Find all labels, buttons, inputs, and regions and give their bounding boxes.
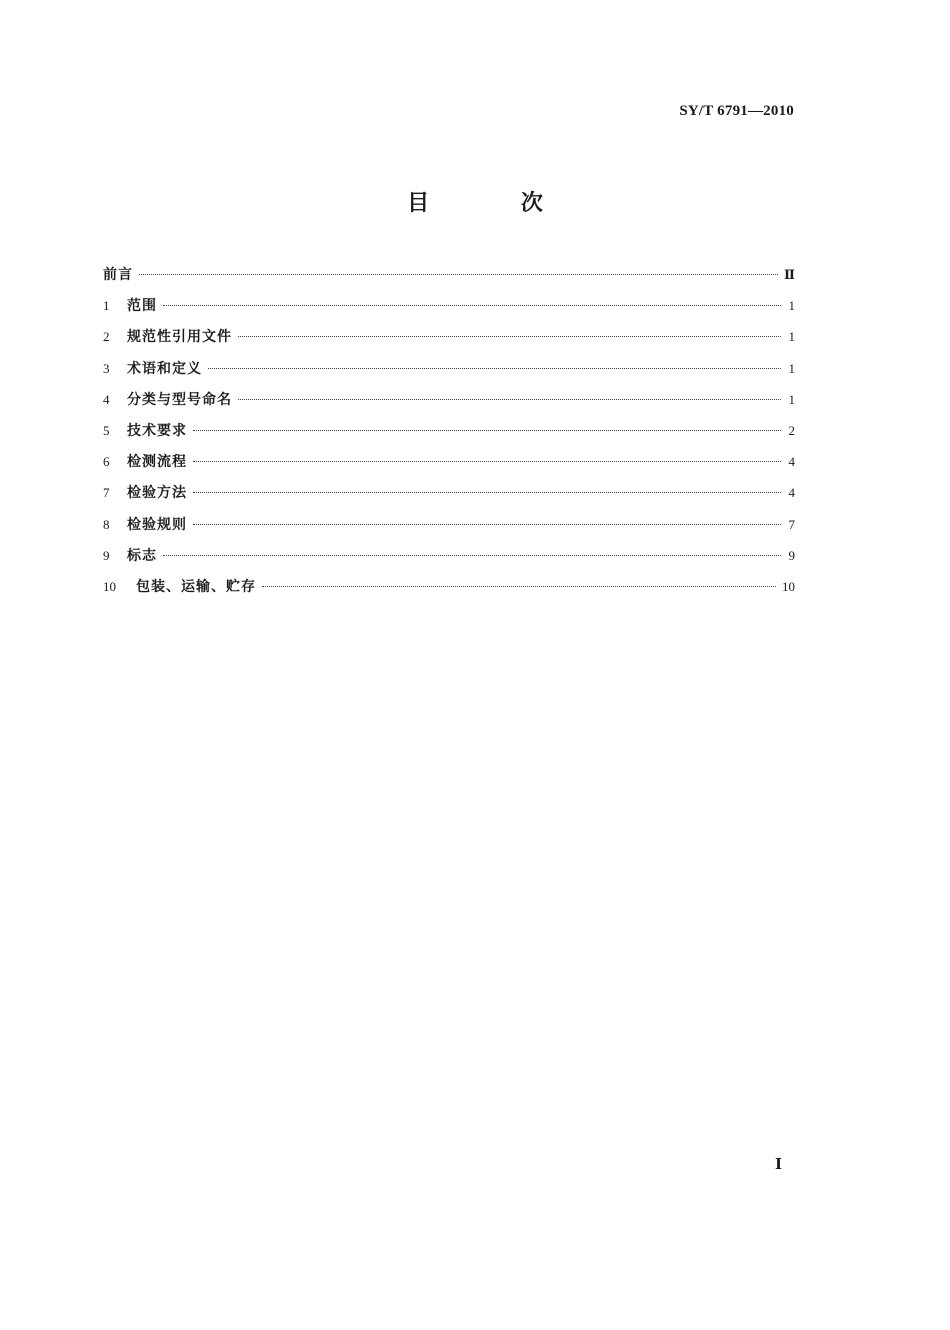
toc-entry-number: 6 (103, 454, 110, 470)
toc-entry-page: 2 (788, 422, 795, 438)
toc-leader-dots (193, 461, 781, 462)
toc-entry-page: Ⅱ (784, 267, 795, 282)
toc-leader-dots (193, 492, 781, 493)
toc-entry-number: 4 (103, 391, 110, 407)
toc-entry-packaging[interactable] (103, 576, 795, 607)
toc-entry-page: 7 (788, 516, 795, 532)
toc-entry-page: 1 (788, 360, 795, 376)
toc-entry-marking[interactable] (103, 545, 795, 576)
page-title: 目 次 (407, 191, 585, 216)
toc-entry-scope[interactable] (103, 295, 795, 326)
toc-entry-technical-requirements[interactable] (103, 420, 795, 451)
toc-entry-terms-definitions[interactable] (103, 358, 795, 389)
toc-entry-inspection-rules[interactable] (103, 514, 795, 545)
toc-leader-dots (163, 555, 781, 556)
toc-entry-number: 1 (103, 298, 110, 314)
toc-entry-number: 2 (103, 329, 110, 345)
toc-entry-preface[interactable] (103, 264, 795, 295)
toc-entry-number: 10 (103, 578, 116, 594)
toc-entry-page: 1 (788, 298, 795, 314)
toc-entry-number: 8 (103, 516, 110, 532)
toc-entry-title: 术语和定义 (127, 360, 202, 377)
toc-leader-dots (193, 524, 781, 525)
toc-entry-title: 包装、运输、贮存 (136, 578, 256, 595)
toc-entry-inspection-methods[interactable] (103, 482, 795, 513)
toc-leader-dots (139, 274, 778, 275)
toc-entry-page: 1 (788, 391, 795, 407)
toc-leader-dots (238, 399, 781, 400)
toc-entry-title: 范围 (127, 298, 157, 315)
toc-entry-title: 检验规则 (127, 516, 187, 533)
toc-leader-dots (238, 336, 781, 337)
toc-entry-title: 分类与型号命名 (127, 391, 232, 408)
toc-leader-dots (193, 430, 781, 431)
toc-leader-dots (163, 305, 781, 306)
toc-entry-page: 4 (788, 454, 795, 470)
toc-entry-detection-process[interactable] (103, 451, 795, 482)
toc-entry-number: 7 (103, 485, 110, 501)
toc-leader-dots (208, 368, 781, 369)
toc-entry-number: 9 (103, 547, 110, 563)
toc-entry-page: 4 (788, 485, 795, 501)
toc-entry-page: 9 (788, 547, 795, 563)
standard-code: SY/T 6791—2010 (679, 103, 794, 119)
toc-leader-dots (262, 586, 776, 587)
toc-entry-title: 技术要求 (127, 422, 187, 439)
table-of-contents (103, 264, 795, 607)
toc-entry-title: 规范性引用文件 (127, 329, 232, 346)
page-number: Ⅰ (775, 1157, 783, 1173)
toc-entry-page: 10 (782, 578, 795, 594)
toc-entry-title: 检测流程 (127, 454, 187, 471)
toc-entry-number: 5 (103, 422, 110, 438)
toc-entry-title: 前言 (103, 267, 133, 283)
toc-entry-page: 1 (788, 329, 795, 345)
toc-entry-classification[interactable] (103, 389, 795, 420)
toc-entry-title: 检验方法 (127, 485, 187, 502)
toc-entry-number: 3 (103, 360, 110, 376)
toc-entry-title: 标志 (127, 547, 157, 564)
toc-entry-normative-references[interactable] (103, 326, 795, 357)
